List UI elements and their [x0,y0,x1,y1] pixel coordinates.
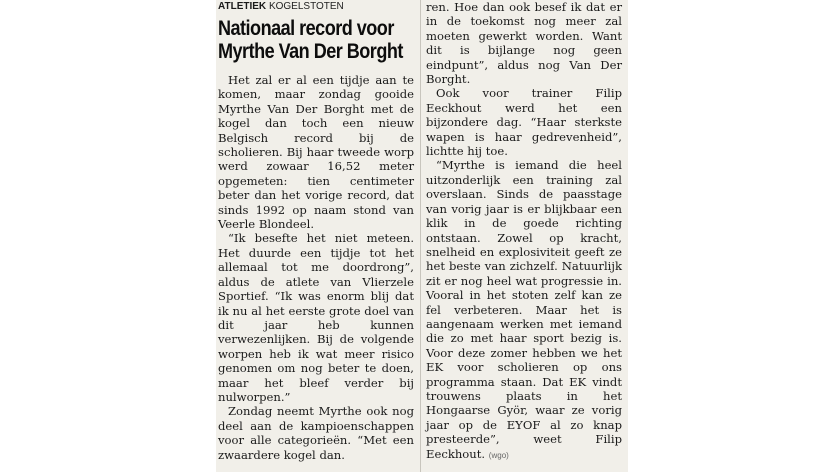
paragraph: Zondag neemt Myrthe ook nog deel aan de kampioenschappen voor alle categorieën. “Met een zwaardere kogel dan. [218,404,414,462]
article-column-2 [426,0,622,463]
paragraph [426,158,622,463]
kicker-section: ATLETIEK [218,1,267,12]
paragraph: Het zal er al een tijdje aan te komen, maar zondag gooide Myrthe Van Der Borght met de kogel dan toch een nieuw Belgisch record bij de scholieren. Bij haar tweede worp werd zowaar 16,52 meter opgemeten: tien centimeter beter dan het vorige record, dat sinds 1992 op naam stond van Veerle Blondeel. [218,73,414,232]
author-signature: (wgo) [488,450,509,460]
headline [218,17,416,63]
paragraph: “Ik besefte het niet meteen. Het duurde een tijdje tot het allemaal tot me doordrong”, aldus de atlete van Vlierzele Sportief. “Ik was enorm blij dat ik nu al het eerste grote doel van dit jaar heb kunnen verwezenlijken. Bij de volgende worpen heb ik wat meer risico genomen om nog beter te doen, maar het bleef verder bij nulworpen.” [218,231,414,404]
column-divider [420,0,421,472]
headline-line-1: Nationaal record voor [218,17,394,40]
headline-line-2: Myrthe Van Der Borght [218,40,403,63]
paragraph-text: “Myrthe is iemand die heel uitzonderlijk een training zal overslaan. Sinds de paasstage van vorig jaar is er blijkbaar een klik in de goede richting ontstaan. Zowel op kracht, snelheid en explosiviteit geeft ze het beste van zichzelf. Natuurlijk zit er nog heel wat progressie in. Vooral in het stoten zelf kan ze fel verbeteren. Maar het is aangenaam werken met iemand die zo met haar sport bezig is. Voor deze zomer hebben we het EK voor scholieren op ons programma staan. Dat EK vindt trouwens plaats in het Hongaarse Györ, waar ze vorig jaar op de EYOF al zo knap presteerde”, weet Filip Eeckhout. [426,158,622,461]
article-column-1 [218,0,414,462]
kicker-topic: KOGELSTOTEN [268,1,344,12]
paragraph: ren. Hoe dan ook besef ik dat er in de toekomst nog meer zal moeten gewerkt worden. Want dit is bijlange nog geen eindpunt”, aldus nog Van Der Borght. [426,0,622,87]
kicker [218,1,414,13]
paragraph: Ook voor trainer Filip Eeckhout werd het een bijzondere dag. “Haar sterkste wapen is haar gedrevenheid”, lichtte hij toe. [426,86,622,159]
newspaper-clipping [216,0,628,472]
